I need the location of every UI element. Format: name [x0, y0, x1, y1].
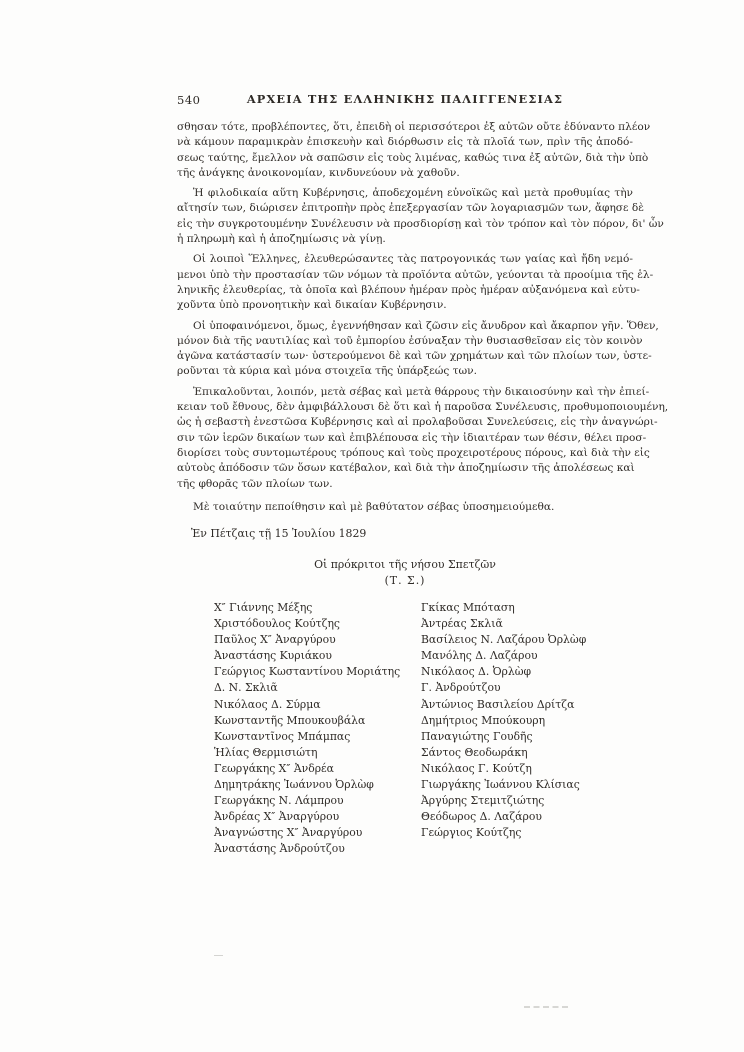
text-line: ροῦνται τὰ κύρια καὶ μόνα στοιχεῖα τῆς ὑπάρξεώς των.: [177, 365, 477, 378]
running-title: ΑΡΧΕΙΑ ΤΗΣ ΕΛΛΗΝΙΚΗΣ ΠΑΛΙΓΓΕΝΕΣΙΑΣ: [246, 92, 564, 106]
text-line: Ἡ φιλοδικαία αὕτη Κυβέρνησις, ἀποδεχομένη εὐνοϊκῶς καὶ μετὰ προθυμίας τὴν: [193, 187, 633, 200]
signatory-name: Γκίκας Μπόταση: [421, 601, 515, 615]
signatory-name: Νικόλαος Δ. Ὀρλὼφ: [421, 665, 532, 679]
signature-column-right: [421, 600, 633, 858]
signatory-name: Δ. Ν. Σκλιᾶ: [214, 681, 278, 695]
paragraph: [177, 252, 654, 313]
signatory-name: Κωνσταντῖνος Μπάμπας: [214, 729, 351, 743]
signatory-name: Γεώργιος Κούτζης: [421, 826, 522, 840]
signatory-name: Νικόλαος Δ. Σύρμα: [214, 697, 321, 711]
text-line: αἴτησίν των, διώρισεν ἐπιτροπὴν πρὸς ἐπεξεργασίαν τῶν λογαριασμῶν των, ἄφησε δὲ: [177, 202, 644, 215]
signatory-name: Νικόλαος Γ. Κούτζη: [421, 761, 532, 775]
text-line: εἰς τὴν συγκροτουμένην Συνέλευσιν νὰ προσδιορίσῃ καὶ τὸν τρόπον καὶ τὸν πόρον, δι' ὧν: [177, 217, 664, 230]
page-content: [177, 92, 669, 858]
signature-columns: [177, 600, 633, 858]
text-line: Οἱ λοιποὶ Ἕλληνες, ἐλευθερώσαντες τὰς πατρογονικάς των γαίας καὶ ἤδη νεμό-: [193, 253, 633, 266]
page-header: [177, 92, 633, 107]
scan-artifact: [524, 1006, 568, 1008]
paragraph: [177, 186, 664, 247]
signatories-heading: Οἱ πρόκριτοι τῆς νήσου Σπετζῶν: [314, 558, 496, 572]
signatory-name: Γεωργάκης Χ″ Ἀνδρέα: [214, 761, 334, 775]
page-number: 540: [177, 93, 201, 107]
signatory-name: Ἀνδρέας Χ″ Ἀναργύρου: [214, 810, 340, 824]
signatory-name: Γεωργάκης Ν. Λάμπρου: [214, 794, 344, 808]
signatory-name: Ἡλίας Θερμισιώτη: [214, 745, 318, 759]
text-line: ὡς ἡ σεβαστὴ ἐνεστῶσα Κυβέρνησις καὶ αἱ προλαβοῦσαι Συνελεύσεις, εἰς τὴν ἀναγνώρι-: [177, 416, 658, 429]
signatory-name: Ἀναστάσης Ἀνδρούτζου: [214, 842, 345, 856]
signatory-name: Βασίλειος Ν. Λαζάρου Ὀρλὼφ: [421, 633, 587, 647]
text-line: τῆς φθορᾶς τῶν πλοίων των.: [177, 477, 333, 490]
signatory-name: Δημητράκης Ἰωάννου Ὀρλὼφ: [214, 778, 374, 792]
scan-artifact: [214, 955, 223, 956]
text-line: μενοι ὑπὸ τὴν προστασίαν τῶν νόμων τὰ προϊόντα αὐτῶν, γεύονται τὰ προοίμια τῆς ἑλ-: [177, 268, 654, 281]
document-body: [177, 120, 669, 858]
signature-column-left: [214, 600, 421, 858]
text-line: κειαν τοῦ ἔθνους, δὲν ἀμφιβάλλουσι δὲ ὅτι καὶ ἡ παροῦσα Συνέλευσις, προθυμοποιουμένη,: [177, 401, 669, 414]
signatory-name: Μανόλης Δ. Λαζάρου: [421, 649, 538, 663]
text-line: ἀγῶνα κατάστασίν των· ὑστερούμενοι δὲ καὶ τῶν χρημάτων καὶ τῶν πλοίων των, ὑστε-: [177, 350, 652, 363]
signatory-name: Ἀναστάσης Κυριάκου: [214, 649, 332, 663]
text-line: νὰ κάμουν παραμικρὰν ἐπισκευὴν καὶ διόρθωσιν εἰς τὰ πλοῖά των, πρὶν τῆς ἀποδό-: [177, 136, 633, 149]
paragraph-valediction: [177, 500, 633, 515]
text-line: διορίσει τοὺς συντομωτέρους τρόπους καὶ τοὺς προχειροτέρους πόρους, καὶ διὰ τὴν εἰς: [177, 446, 650, 459]
signatory-name: Χ″ Γιάννης Μέξης: [214, 601, 313, 615]
date-line: Ἐν Πέτζαις τῇ 15 Ἰουλίου 1829: [191, 527, 367, 541]
signatory-name: Κωνσταντῆς Μπουκουβάλα: [214, 713, 366, 727]
signatory-name: Ἀναγνώστης Χ″ Ἀναργύρου: [214, 826, 363, 840]
signatory-name: Σάντος Θεοδωράκη: [421, 745, 528, 759]
signatory-name: Παῦλος Χ″ Ἀναργύρου: [214, 633, 336, 647]
paragraph: [177, 385, 669, 492]
signatory-name: Θεόδωρος Δ. Λαζάρου: [421, 810, 542, 824]
text-line: μόνον διὰ τῆς ναυτιλίας καὶ τοῦ ἐμπορίου ἐσύναξαν τὴν θυσιασθεῖσαν εἰς τὸν κοινὸν: [177, 334, 643, 347]
signatory-name: Παναγιώτης Γουδῆς: [421, 729, 533, 743]
signatory-name: Γιωργάκης Ἰωάννου Κλίσιας: [421, 778, 580, 792]
paragraph-continuation: [177, 120, 651, 181]
signatory-name: Γ. Ἀνδρούτζου: [421, 681, 501, 695]
signatory-name: Δημήτριος Μπούκουρη: [421, 713, 546, 727]
signatory-name: Ἀντώνιος Βασιλείου Δρίτζα: [421, 697, 575, 711]
text-line: χοῦντα ὑπὸ προνοητικὴν καὶ δικαίαν Κυβέρνησιν.: [177, 299, 447, 312]
paragraph: [177, 319, 659, 380]
text-line: σιν τῶν ἱερῶν δικαίων των καὶ ἐπιβλέπουσα εἰς τὴν ἰδιαιτέραν των θέσιν, θέλει προσ-: [177, 431, 647, 444]
text-line: αὐτοὺς ἀπόδοσιν τῶν ὅσων κατέβαλον, καὶ διὰ τὴν ἀποζημίωσιν τῆς ἀπολέσεως καὶ: [177, 462, 635, 475]
text-line: ἡ πληρωμὴ καὶ ἡ ἀποζημίωσις νὰ γίνῃ.: [177, 233, 386, 246]
seal-mark: (Τ. Σ.): [384, 573, 426, 587]
signatory-name: Γεώργιος Κωσταντίνου Μοριάτης: [214, 665, 401, 679]
text-line: Ἐπικαλοῦνται, λοιπόν, μετὰ σέβας καὶ μετὰ θάρρους τὴν δικαιοσύνην καὶ τὴν ἐπιεί-: [193, 385, 650, 398]
signatory-name: Χριστόδουλος Κούτζης: [214, 617, 340, 631]
text-line: Μὲ τοιαύτην πεποίθησιν καὶ μὲ βαθύτατον σέβας ὑποσημειούμεθα.: [193, 500, 555, 513]
text-line: Οἱ ὑποφαινόμενοι, ὅμως, ἐγεννήθησαν καὶ ζῶσιν εἰς ἄνυδρον καὶ ἄκαρπον γῆν. Ὅθεν,: [193, 319, 659, 332]
text-line: σθησαν τότε, προβλέποντες, ὅτι, ἐπειδὴ οἱ περισσότεροι ἐξ αὐτῶν οὔτε ἐδύναντο πλέον: [177, 121, 651, 133]
signatory-name: Ἀντρέας Σκλιᾶ: [421, 617, 503, 631]
text-line: σεως ταύτης, ἔμελλον νὰ σαπῶσιν εἰς τοὺς λιμένας, καθώς τινα ἐξ αὐτῶν, διὰ τὴν ὑπὸ: [177, 151, 649, 164]
text-line: ληνικῆς ἐλευθερίας, τὰ ὁποῖα καὶ βλέπουν ἡμέραν πρὸς ἡμέραν αὐξανόμενα καὶ εὐτυ-: [177, 283, 640, 296]
text-line: τῆς ἀνάγκης ἀνοικονομίαν, κινδυνεύουν νὰ χαθοῦν.: [177, 166, 460, 179]
signatory-name: Ἀργύρης Στεμιτζιώτης: [421, 794, 545, 808]
